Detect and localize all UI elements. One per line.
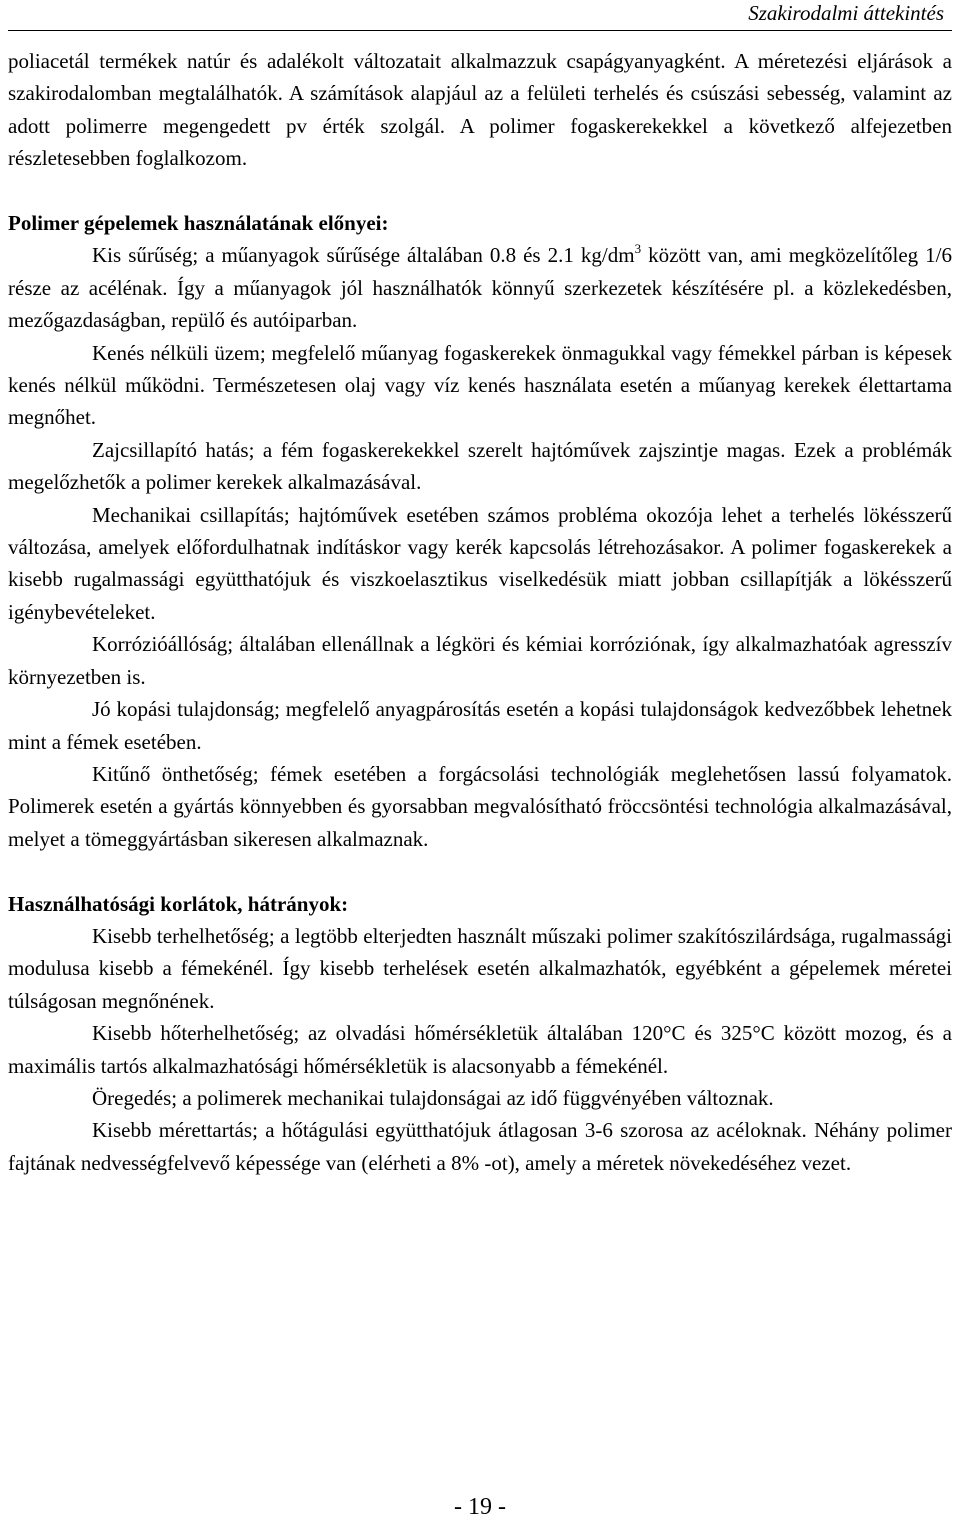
running-title: Szakirodalmi áttekintés [748,1,944,25]
limitation-item: Kisebb mérettartás; a hőtágulási együtthatójuk átlagosan 3-6 szorosa az acéloknak. Néhány polimer fajtának nedvességfelvevő képessége van (elérheti a 8% -ot), amely a méretek növekedéséhez vezet. [8,1118,952,1175]
advantage-item: Mechanikai csillapítás; hajtóművek esetében számos probléma okozója lehet a terhelés lökésszerű változása, amelyek előfordulhatnak indításkor vagy kerék kapcsolás létrehozásakor. A polimer fogaskerekek a kisebb rugalmassági együtthatójuk és viszkoelasztikus viselkedésük miatt jobban csillapítják a lökésszerű igénybevételeket. [8,502,952,624]
limitations-heading: Használhatósági korlátok, hátrányok: [8,891,349,916]
limitation-item: Kisebb terhelhetőség; a legtöbb elterjedten használt műszaki polimer szakítószilárdsága, rugalmassági modulusa kisebb a fémekénél. Így kisebb terhelések esetén alkalmazhatók, egyébként a gépelemek méretei túlságosan megnőnének. [8,923,952,1013]
page-number: - 19 - [454,1494,506,1520]
advantage-item: Korrózióállóság; általában ellenállnak a légköri és kémiai korróziónak, így alkalmazhatóak agresszív környezetben is. [8,632,952,689]
advantage-item: Kitűnő önthetőség; fémek esetében a forgácsolási technológiák meglehetősen lassú folyamatok. Polimerek esetén a gyártás könnyebben és gyorsabban megvalósítható fröccsöntési technológia alkalmazásával, melyet a tömeggyártásban sikeresen alkalmaznak. [8,761,952,851]
limitation-item: Kisebb hőterhelhetőség; az olvadási hőmérsékletük általában 120°C és 325°C között mozog, és a maximális tartós alkalmazhatósági hőmérsékletük is alacsonyabb a fémekénél. [8,1021,952,1078]
advantages-heading: Polimer gépelemek használatának előnyei: [8,211,389,236]
density-exponent: 3 [634,241,642,257]
page-header [8,0,952,32]
header-rule [8,30,952,31]
page-body [8,45,952,1179]
intro-paragraph: poliacetál termékek natúr és adalékolt változatait alkalmazzuk csapágyanyagként. A méretezési eljárások a szakirodalomban megtalálhatók. A számítások alapjául az a felületi terhelés és csúszási sebesség, valamint az adott polimerre megengedett pv érték szolgál. A polimer fogaskerekekkel a következő alfejezetben részletesebben foglalkozom. [8,49,952,171]
advantage-item: Kenés nélküli üzem; megfelelő műanyag fogaskerekek önmagukkal vagy fémekkel párban is képesek kenés nélkül működni. Természetesen olaj vagy víz kenés használata esetén a műanyag kerekek élettartama megnőhet. [8,340,952,430]
density-text-rest: között van, ami megközelítőleg 1/6 része az acélénak. Így a műanyagok jól használhatók könnyű szerkezetek készítésére pl. a közlekedésben, mezőgazdaságban, repülő és autóiparban. [8,243,952,333]
advantage-item: Jó kopási tulajdonság; megfelelő anyagpárosítás esetén a kopási tulajdonságok kedvezőbbek lehetnek mint a fémek esetében. [8,697,952,754]
advantage-density [8,239,952,336]
advantage-item: Zajcsillapító hatás; a fém fogaskerekekkel szerelt hajtóművek zajszintje magas. Ezek a problémák megelőzhetők a polimer kerekek alkalmazásával. [8,437,952,495]
density-text: Kis sűrűség; a műanyagok sűrűsége általában 0.8 és 2.1 kg/dm [92,243,635,268]
limitation-item: Öregedés; a polimerek mechanikai tulajdonságai az idő függvényében változnak. [92,1085,774,1110]
